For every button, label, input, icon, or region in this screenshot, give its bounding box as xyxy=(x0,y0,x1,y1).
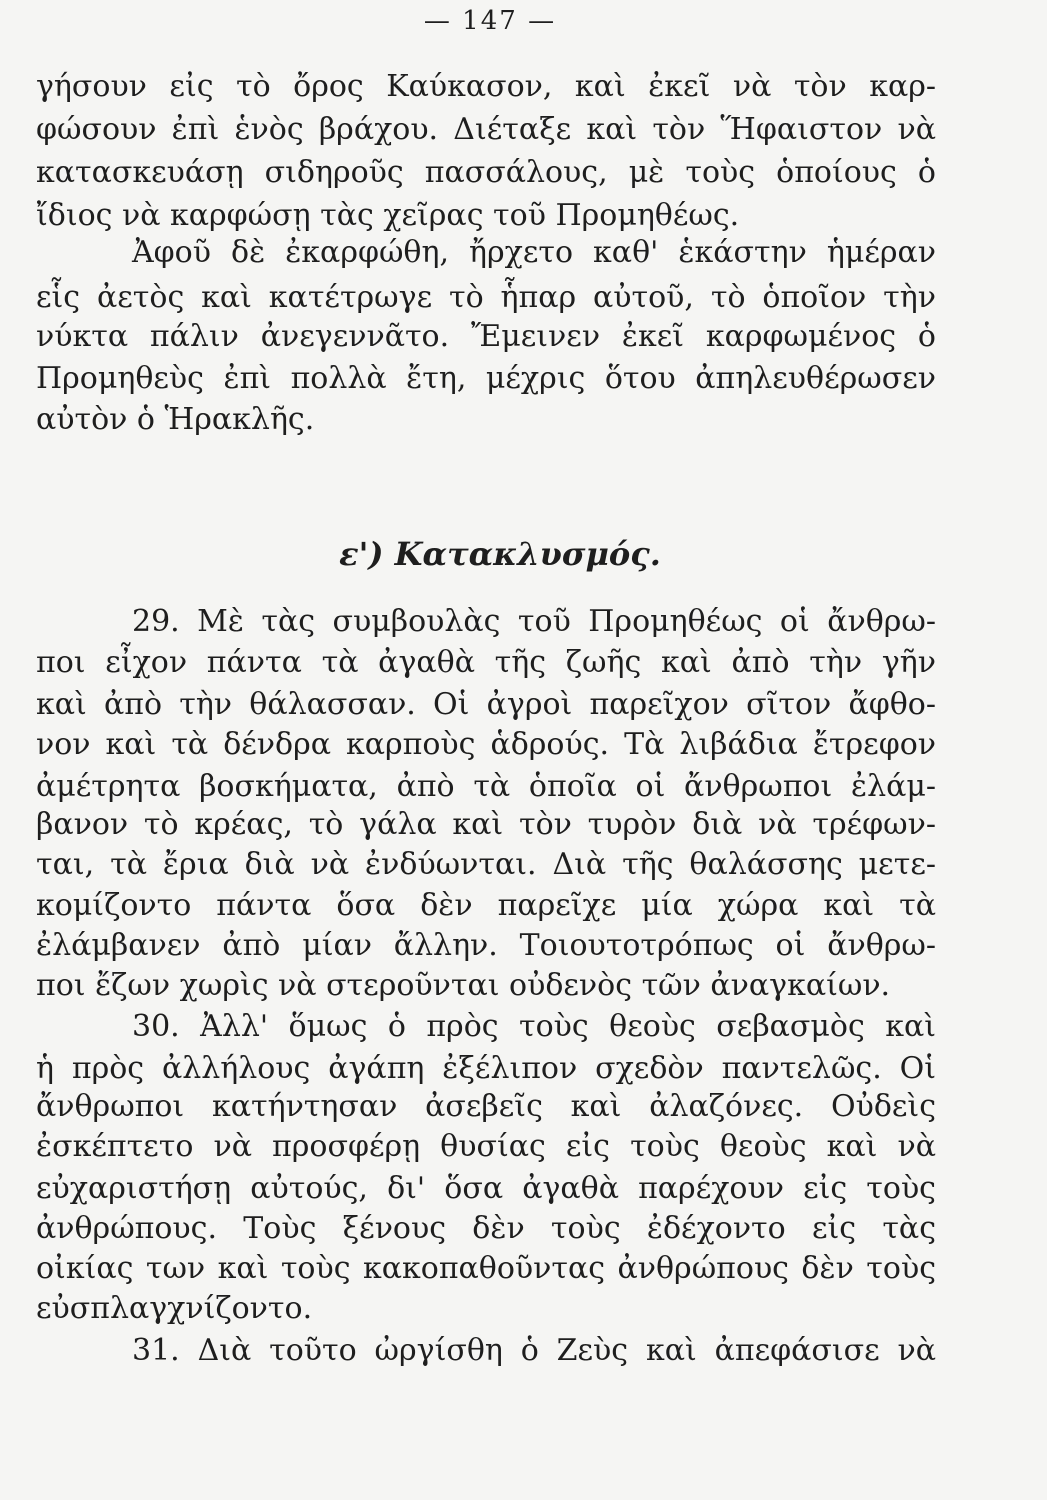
text-line: ἄνθρωποι κατήντησαν ἀσεβεῖς καὶ ἀλαζόνες. Οὐδεὶς xyxy=(36,1089,936,1124)
text-line: 31. Διὰ τοῦτο ὠργίσθη ὁ Ζεὺς καὶ ἀπεφάσισε νὰ xyxy=(132,1333,936,1368)
text-line: Προμηθεὺς ἐπὶ πολλὰ ἔτη, μέχρις ὅτου ἀπηλευθέρωσεν xyxy=(36,361,936,396)
text-line: αὐτὸν ὁ Ἡρακλῆς. xyxy=(36,402,315,437)
text-line: οἰκίας των καὶ τοὺς κακοπαθοῦντας ἀνθρώπους δὲν τοὺς xyxy=(36,1251,936,1286)
page-number: — 147 — xyxy=(423,6,557,36)
text-line: ἀνθρώπους. Τοὺς ξένους δὲν τοὺς ἐδέχοντο εἰς τὰς xyxy=(36,1211,936,1246)
section-heading: ε') Κατακλυσμός. xyxy=(339,535,661,573)
text-line: γήσουν εἰς τὸ ὄρος Καύκασον, καὶ ἐκεῖ νὰ τὸν καρ- xyxy=(36,69,936,104)
text-line: ἡ πρὸς ἀλλήλους ἀγάπη ἐξέλιπον σχεδὸν παντελῶς. Οἱ xyxy=(36,1051,936,1086)
text-line: ποι εἶχον πάντα τὰ ἀγαθὰ τῆς ζωῆς καὶ ἀπὸ τὴν γῆν xyxy=(36,645,936,680)
text-line: εὐχαριστήσῃ αὐτούς, δι' ὅσα ἀγαθὰ παρέχουν εἰς τοὺς xyxy=(36,1171,936,1206)
text-line: ἴδιος νὰ καρφώσῃ τὰς χεῖρας τοῦ Προμηθέως. xyxy=(36,198,740,233)
text-line: ποι ἔζων χωρὶς νὰ στεροῦνται οὐδενὸς τῶν ἀναγκαίων. xyxy=(36,968,891,1003)
text-line: φώσουν ἐπὶ ἑνὸς βράχου. Διέταξε καὶ τὸν Ἥφαιστον νὰ xyxy=(36,112,936,147)
text-line: κατασκευάσῃ σιδηροῦς πασσάλους, μὲ τοὺς ὁποίους ὁ xyxy=(36,155,936,190)
text-line: νύκτα πάλιν ἀνεγεννᾶτο. Ἔμεινεν ἐκεῖ καρφωμένος ὁ xyxy=(36,319,936,354)
text-line: ἐλάμβανεν ἀπὸ μίαν ἄλλην. Τοιουτοτρόπως οἱ ἄνθρω- xyxy=(36,928,936,963)
text-line: εἷς ἀετὸς καὶ κατέτρωγε τὸ ἧπαρ αὐτοῦ, τὸ ὁποῖον τὴν xyxy=(36,280,936,315)
text-line: ται, τὰ ἔρια διὰ νὰ ἐνδύωνται. Διὰ τῆς θαλάσσης μετε- xyxy=(36,847,936,882)
text-line: βανον τὸ κρέας, τὸ γάλα καὶ τὸν τυρὸν διὰ νὰ τρέφων- xyxy=(36,807,936,842)
text-line: εὐσπλαγχνίζοντο. xyxy=(36,1291,313,1326)
text-line: 29. Μὲ τὰς συμβουλὰς τοῦ Προμηθέως οἱ ἄνθρω- xyxy=(132,604,936,639)
text-line: Ἀφοῦ δὲ ἐκαρφώθη, ἤρχετο καθ' ἑκάστην ἡμέραν xyxy=(132,235,936,270)
text-line: νον καὶ τὰ δένδρα καρποὺς ἁδρούς. Τὰ λιβάδια ἔτρεφον xyxy=(36,727,936,762)
text-line: καὶ ἀπὸ τὴν θάλασσαν. Οἱ ἀγροὶ παρεῖχον σῖτον ἄφθο- xyxy=(36,687,936,722)
text-line: 30. Ἀλλ' ὅμως ὁ πρὸς τοὺς θεοὺς σεβασμὸς καὶ xyxy=(132,1009,936,1044)
text-line: ἀμέτρητα βοσκήματα, ἀπὸ τὰ ὁποῖα οἱ ἄνθρωποι ἐλάμ- xyxy=(36,769,936,804)
text-line: κομίζοντο πάντα ὅσα δὲν παρεῖχε μία χώρα καὶ τὰ xyxy=(36,888,936,923)
text-line: ἐσκέπτετο νὰ προσφέρῃ θυσίας εἰς τοὺς θεοὺς καὶ νὰ xyxy=(36,1129,936,1164)
